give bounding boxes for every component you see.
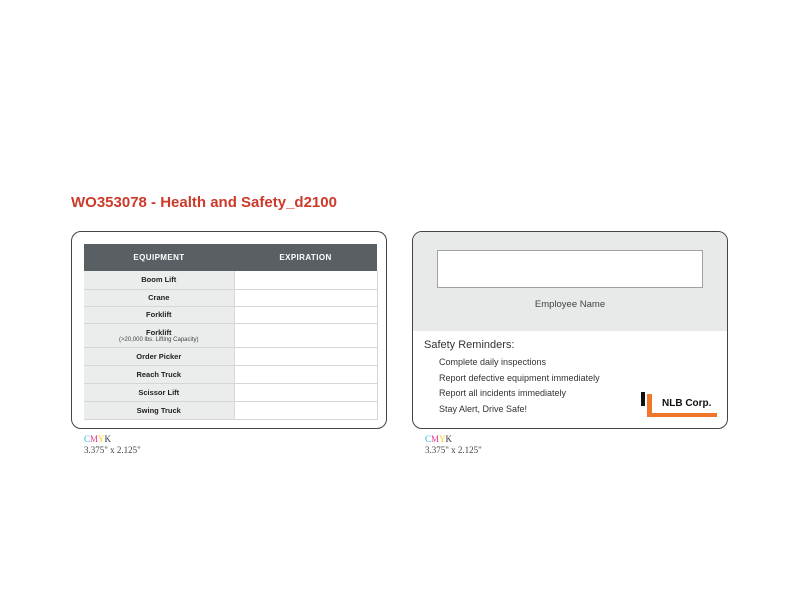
equipment-table	[84, 244, 378, 420]
cmyk-label	[84, 434, 111, 444]
card-back	[412, 231, 728, 429]
cmyk-letter: M	[90, 434, 99, 444]
equipment-cell: Scissor Lift	[84, 383, 234, 401]
expiration-cell	[234, 271, 377, 289]
list-item: Report all incidents immediately	[439, 388, 567, 398]
table-row	[84, 347, 377, 365]
table-row	[84, 401, 377, 419]
cmyk-letter: K	[104, 434, 112, 444]
equipment-header: EQUIPMENT	[84, 244, 234, 271]
table-row	[84, 323, 377, 347]
equipment-subtext: (>20,000 lbs. Lifting Capacity)	[118, 336, 199, 343]
logo-text: NLB Corp.	[662, 398, 712, 409]
expiration-cell	[234, 383, 377, 401]
equipment-cell: Crane	[84, 289, 234, 306]
page-title: WO353078 - Health and Safety_d2100	[71, 194, 337, 211]
table-row	[84, 383, 377, 401]
card-size-label: 3.375" x 2.125"	[84, 445, 141, 455]
list-item: Report defective equipment immediately	[439, 372, 600, 383]
expiration-cell	[234, 323, 377, 347]
table-row	[84, 306, 377, 323]
table-row	[84, 271, 377, 289]
expiration-cell	[234, 365, 377, 383]
table-header-row	[84, 244, 377, 271]
cmyk-label	[425, 434, 452, 444]
equipment-cell: Forklift	[84, 306, 234, 323]
equipment-cell: Swing Truck	[84, 401, 234, 419]
expiration-cell	[234, 289, 377, 306]
expiration-cell	[234, 306, 377, 323]
cmyk-letter: Y	[439, 434, 446, 444]
expiration-cell	[234, 347, 377, 365]
cmyk-letter: M	[431, 434, 440, 444]
employee-name-panel	[413, 232, 727, 331]
table-row	[84, 365, 377, 383]
list-item: Complete daily inspections	[439, 357, 547, 367]
expiration-cell	[234, 401, 377, 419]
reminders-title: Safety Reminders:	[424, 339, 515, 351]
equipment-cell: Reach Truck	[84, 365, 234, 383]
equipment-cell: Forklift (>20,000 lbs. Lifting Capacity)	[84, 323, 234, 347]
equipment-cell: Boom Lift	[84, 271, 234, 289]
card-front	[71, 231, 387, 429]
cmyk-letter: K	[445, 434, 453, 444]
employee-name-field[interactable]	[437, 250, 703, 288]
expiration-header: EXPIRATION	[234, 244, 377, 271]
employee-name-label: Employee Name	[534, 299, 606, 310]
table-row	[84, 289, 377, 306]
cmyk-letter: C	[84, 434, 91, 444]
equipment-cell: Order Picker	[84, 347, 234, 365]
list-item: Stay Alert, Drive Safe!	[439, 403, 528, 414]
reminders-list	[439, 355, 600, 417]
cmyk-letter: C	[425, 434, 432, 444]
card-size-label: 3.375" x 2.125"	[425, 445, 482, 455]
cmyk-letter: Y	[98, 434, 105, 444]
